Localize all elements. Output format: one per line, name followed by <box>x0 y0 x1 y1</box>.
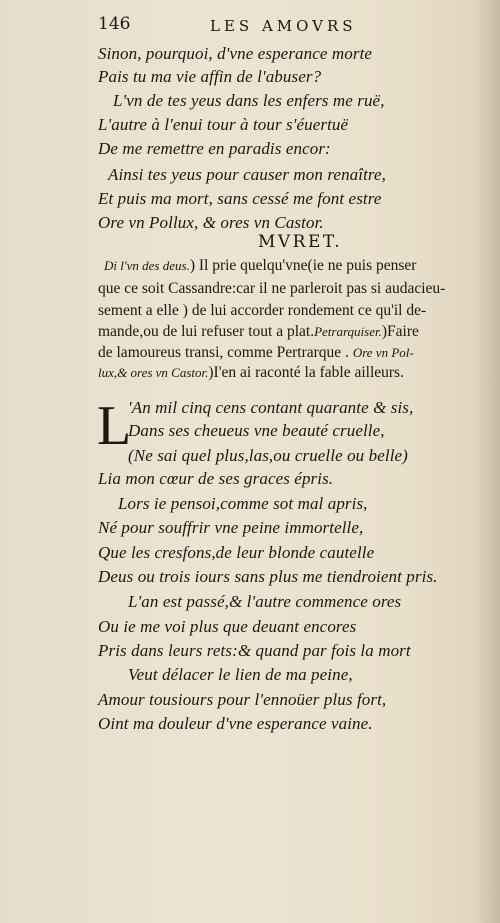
drop-cap-letter: L <box>97 395 132 457</box>
sonnet2-line: Oint ma douleur d'vne esperance vaine. <box>98 714 373 733</box>
commentary-text-run: mande,ou de lui refuser tout a plat. <box>98 323 315 340</box>
commentary-line <box>98 364 404 382</box>
commentary-text-run: de lamoureus transi, comme Pertrarque . <box>98 344 353 361</box>
sonnet2-line: Né pour souffrir vne peine immortelle, <box>98 518 364 537</box>
commentary-italic-run: Ore vn Pol- <box>352 345 414 360</box>
commentary-line <box>98 323 419 341</box>
commentary-line <box>104 257 416 275</box>
commentary-heading: MVRET. <box>258 232 343 252</box>
commentary-text-run: ) Il prie quelqu'vne(ie ne puis penser <box>189 257 417 274</box>
sonnet2-line: L'an est passé,& l'autre commence ores <box>128 592 402 611</box>
sonnet1-line: De me remettre en paradis encor: <box>98 139 331 158</box>
sonnet1-line: L'vn de tes yeus dans les enfers me ruë, <box>113 91 385 110</box>
sonnet1-line: Et puis ma mort, sans cessé me font estre <box>98 189 382 208</box>
commentary-line <box>98 302 426 320</box>
sonnet2-line: Lors ie pensoi,comme sot mal apris, <box>118 494 368 513</box>
commentary-line <box>98 344 414 362</box>
commentary-italic-run: Petrarquiser. <box>314 324 382 339</box>
page-edge-shadow <box>476 0 500 923</box>
commentary-text-run: sement a elle ) de lui accorder rondement ce qu'il de- <box>98 302 427 319</box>
commentary-line <box>98 280 445 298</box>
sonnet2-line: Lia mon cœur de ses graces épris. <box>98 469 334 488</box>
sonnet2-line: 'An mil cinq cens contant quarante & sis, <box>128 398 414 417</box>
running-title: LES AMOVRS <box>210 17 357 35</box>
sonnet2-line: Amour tousiours pour l'ennoüer plus fort, <box>98 690 387 709</box>
sonnet1-line: Sinon, pourquoi, d'vne esperance morte <box>98 44 373 63</box>
commentary-italic-run: lux,& ores vn Castor. <box>98 365 209 380</box>
sonnet2-line: (Ne sai quel plus,las,ou cruelle ou belle) <box>128 446 408 465</box>
sonnet1-line: Ore vn Pollux, & ores vn Castor. <box>98 213 324 232</box>
sonnet1-line: Pais tu ma vie affin de l'abuser? <box>98 67 322 86</box>
commentary-italic-run: Di l'vn des deus. <box>104 258 190 273</box>
sonnet1-line: L'autre à l'enui tour à tour s'éuertuë <box>98 115 349 134</box>
sonnet1-line: Ainsi tes yeus pour causer mon renaître, <box>108 165 387 184</box>
sonnet2-line: Pris dans leurs rets:& quand par fois la mort <box>98 641 411 660</box>
commentary-text-run: que ce soit Cassandre:car il ne parleroit pas si audacieu- <box>98 280 446 297</box>
sonnet2-line: Que les cresfons,de leur blonde cautelle <box>98 543 375 562</box>
commentary-text-run: )I'en ai raconté la fable ailleurs. <box>208 364 404 381</box>
sonnet2-line: Dans ses cheueus vne beauté cruelle, <box>128 421 385 440</box>
sonnet2-line: Deus ou trois iours sans plus me tiendroient pris. <box>98 567 438 586</box>
sonnet2-line: Ou ie me voi plus que deuant encores <box>98 617 357 636</box>
commentary-text-run: )Faire <box>381 323 419 340</box>
sonnet2-line: Veut délacer le lien de ma peine, <box>128 665 353 684</box>
page-number: 146 <box>98 14 131 34</box>
